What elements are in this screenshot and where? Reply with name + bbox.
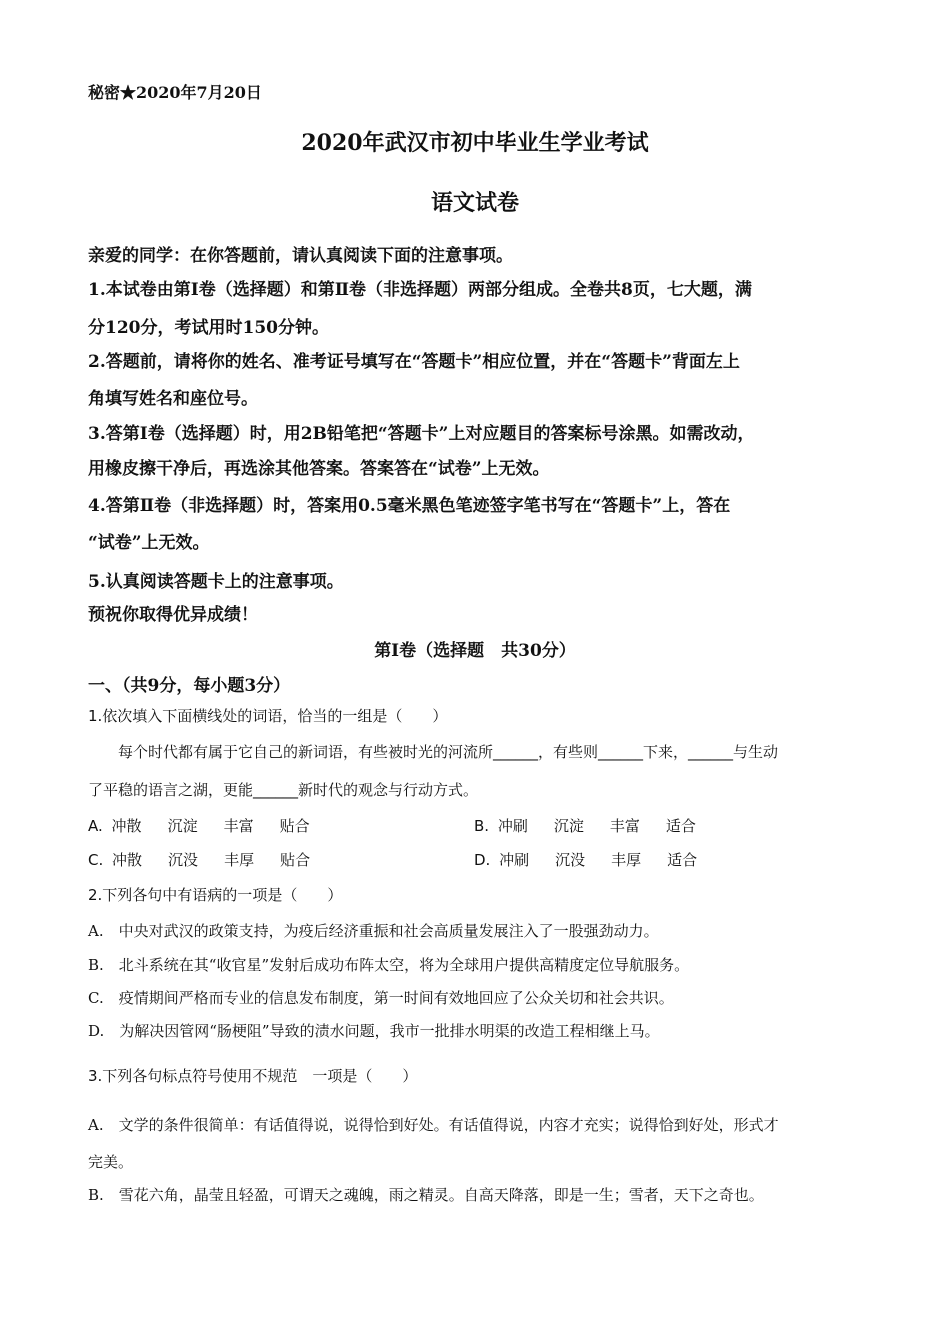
q2-stem: 2.下列各句中有语病的一项是（ ） (88, 886, 343, 904)
notice-item-2-line-2: 角填写姓名和座位号。 (88, 389, 258, 409)
option-label: A. (88, 817, 103, 835)
notice-item-5: 5.认真阅读答题卡上的注意事项。 (88, 572, 344, 592)
q1-option-c[interactable] (88, 849, 336, 870)
option-word: 丰富 (609, 817, 640, 835)
notice-item-3-line-2: 用橡皮擦干净后，再选涂其他答案。答案答在“试卷”上无效。 (88, 459, 550, 479)
notice-item-1-line-1: 1.本试卷由第Ⅰ卷（选择题）和第Ⅱ卷（非选择题）两部分组成。全卷共8页，七大题，满 (88, 280, 752, 300)
notice-item-4-line-1: 4.答第Ⅱ卷（非选择题）时，答案用0.5毫米黑色笔迹签字笔书写在“答题卡”上，答在 (88, 496, 731, 516)
secret-date: 秘密★2020年7月20日 (88, 83, 262, 102)
q2-option-c[interactable]: C. 疫情期间严格而专业的信息发布制度，第一时间有效地回应了公众关切和社会共识。 (88, 989, 674, 1007)
notice-item-1-line-2: 分120分，考试用时150分钟。 (88, 318, 329, 338)
q3-option-a-line-1[interactable]: A. 文学的条件很简单：有话值得说，说得恰到好处。有话值得说，内容才充实；说得恰到好处，形式才 (88, 1116, 779, 1134)
part1-heading: 第Ⅰ卷（选择题 共30分） (374, 641, 576, 661)
section1-heading: 一、（共9分，每小题3分） (88, 676, 291, 696)
option-label: D. (474, 851, 491, 869)
q3-stem: 3.下列各句标点符号使用不规范 一项是（ ） (88, 1067, 418, 1085)
option-word: 冲刷 (497, 817, 528, 835)
q3-option-b[interactable]: B. 雪花六角，晶莹且轻盈，可谓天之魂魄，雨之精灵。自高天降落，即是一生；雪者，天下之奇也。 (88, 1186, 764, 1204)
option-word: 沉没 (168, 851, 199, 869)
option-word: 适合 (667, 851, 698, 869)
option-word: 冲散 (112, 851, 143, 869)
q2-option-d[interactable]: D. 为解决因管网“肠梗阻”导致的渍水问题，我市一批排水明渠的改造工程相继上马。 (88, 1022, 660, 1040)
notice-item-3-line-1: 3.答第Ⅰ卷（选择题）时，用2B铅笔把“答题卡”上对应题目的答案标号涂黑。如需改动， (88, 424, 755, 444)
exam-subtitle: 语文试卷 (430, 190, 519, 216)
option-word: 沉淀 (167, 817, 198, 835)
option-label: C. (88, 851, 104, 869)
q1-stem: 1.依次填入下面横线处的词语，恰当的一组是（ ） (88, 707, 448, 725)
q1-option-b[interactable] (474, 815, 722, 836)
option-word: 沉没 (555, 851, 586, 869)
option-word: 丰富 (223, 817, 254, 835)
option-word: 丰厚 (224, 851, 255, 869)
option-word: 贴合 (279, 817, 310, 835)
q1-option-d[interactable] (474, 849, 723, 870)
q1-option-a[interactable] (88, 815, 336, 836)
q1-passage-line-2: 了平稳的语言之湖，更能______新时代的观念与行动方式。 (88, 781, 479, 799)
q2-option-b[interactable]: B. 北斗系统在其“收官星”发射后成功布阵太空，将为全球用户提供高精度定位导航服务。 (88, 956, 690, 974)
notice-item-2-line-1: 2.答题前，请将你的姓名、准考证号填写在“答题卡”相应位置，并在“答题卡”背面左上 (88, 352, 740, 372)
option-word: 适合 (665, 817, 696, 835)
q2-option-a[interactable]: A. 中央对武汉的政策支持，为疫后经济重振和社会高质量发展注入了一股强劲动力。 (88, 922, 659, 940)
option-word: 沉淀 (553, 817, 584, 835)
option-word: 丰厚 (611, 851, 642, 869)
notice-intro: 亲爱的同学：在你答题前，请认真阅读下面的注意事项。 (88, 246, 513, 266)
notice-item-4-line-2: “试卷”上无效。 (88, 533, 210, 553)
option-word: 贴合 (280, 851, 311, 869)
q3-option-a-line-2: 完美。 (88, 1153, 134, 1171)
q1-passage-line-1: 每个时代都有属于它自己的新词语，有些被时光的河流所______，有些则______下来，______与生动 (118, 743, 779, 761)
exam-title: 2020年武汉市初中毕业生学业考试 (301, 130, 649, 156)
option-word: 冲刷 (499, 851, 530, 869)
option-label: B. (474, 817, 490, 835)
notice-wish: 预祝你取得优异成绩！ (88, 605, 258, 625)
option-word: 冲散 (111, 817, 142, 835)
